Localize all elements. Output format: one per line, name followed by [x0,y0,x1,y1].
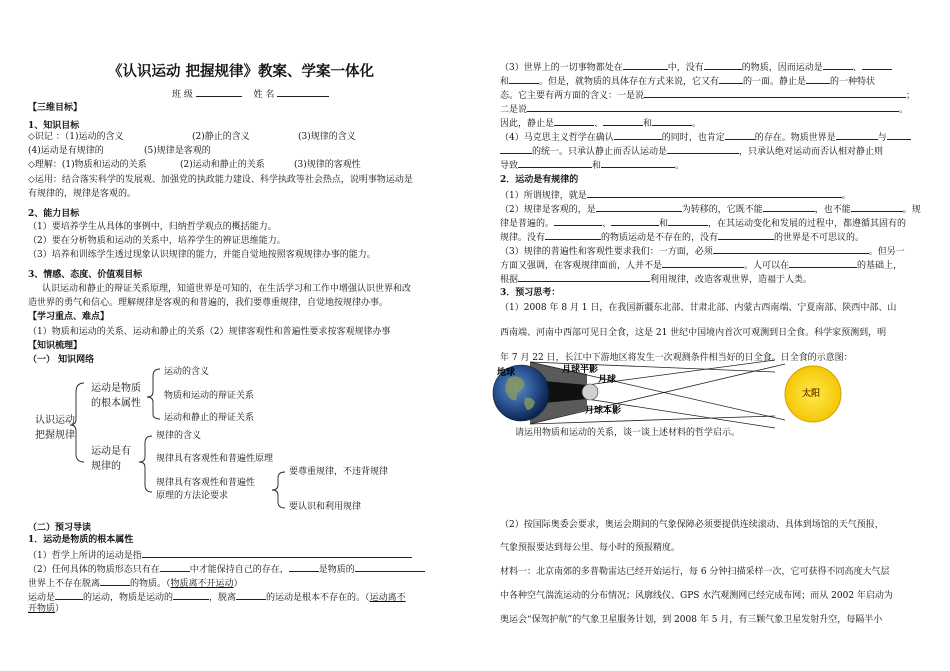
brace-c [272,472,285,508]
brace-a [147,369,160,419]
section-combing: 【知识梳理】 [28,341,83,351]
q1-line2: 西南端、河南中西部可见日全食，这是 21 世纪中国境内首次可观测到日全食。科学家预测到，明 [500,328,887,338]
label-moon-penumbra: 月球半影 [562,365,599,375]
preview-q4-blank-2[interactable] [173,591,209,600]
r-g2-text-b: 为转移的，它既不能 [681,205,763,215]
preview-q3-underlined: 物质离不开运动 [170,579,234,589]
name-label: 姓 名 [253,90,275,100]
net-branch-b-1: 运动是有 [91,446,131,457]
preview-q4-underlined: 运动离不 [369,593,406,603]
r-q3-text-p: 。 [692,119,702,129]
page-title: 《认识运动 把握规律》教案、学案一体化 [108,63,375,80]
q1-prompt: 请运用物质和运动的关系，谈一谈上述材料的哲学启示。 [515,428,741,438]
moon-icon [582,384,598,400]
preview-q3-text-a: 世界上不存在脱离 [28,579,101,589]
r-q4-text-d: 与 [877,133,887,143]
material-line1: 材料一：北京南郊的多普勒雷达已经开始运行，每 6 分钟扫描采样一次，它可获得不同高度大气层 [500,567,890,577]
r-g2-text-a: （2）规律是客观的，是 [500,205,596,215]
heading-network: （一） 知识网络 [28,355,95,365]
r-g2-text-f: 、 [602,219,612,229]
r-q3-text-h: 的一种特状 [830,77,876,87]
brace-b [139,436,152,492]
q1-line1: （1）2008 年 8 月 1 日，在我国新疆东北部、甘肃北部、内蒙古西南端、宁夏南部、陕西中部、山 [500,303,897,313]
heading-regular: 2．运动是有规律的 [500,175,579,185]
class-label: 班 级 [172,90,193,100]
r-q4-text-f: ，只承认绝对运动而否认相对静止则 [739,147,884,157]
preview-q2 [28,563,425,576]
heading-knowledge: 1、知识目标 [28,121,80,131]
knowledge-apply-2: 有规律的，规律是客观的。 [28,189,137,199]
emotion-1: 认识运动和静止的辩证关系原理，知道世界是可知的，在生活学习和工作中增强认识世界和改 [42,284,412,294]
preview-q2-blank-3[interactable] [355,563,425,572]
preview-q1-blank[interactable] [142,549,412,558]
ability-3: （3）培养和训练学生透过现象认识规律的能力，并能自觉地按照客观规律办事的能力。 [28,250,376,260]
knowledge-apply: ◇运用：结合落实科学的发展观、加强党的执政能力建设、科学执政等社会热点，说明事物运动是 [28,175,413,185]
r-g3-text-d: 。人可以在 [744,261,790,271]
preview-q4-text-c: ，脱离 [209,593,237,603]
r-q3-text-e: 和 [500,77,510,87]
r-g1-end: 。 [841,191,851,201]
section-key-points: 【学习重点、难点】 [28,312,110,322]
r-q3-text-m: 因此，静止是 [500,119,555,129]
r-g2-text-d: 。规 [902,205,921,215]
r-g2-text-k: 的世界是不可思议的。 [774,233,865,243]
r-q3-text-l: 。 [899,105,909,115]
r-q3-text-j: ； [906,91,916,101]
r-q4-text-g: 导致 [500,161,519,171]
knowledge-memorize-2: (2)静止的含义 [192,132,250,142]
r-g2-text-h: ，在其运动变化和发展的过程中，都遵循其固有的 [708,219,907,229]
r-q3-text-o: 和 [643,119,653,129]
ability-2: （2）要在分析物质和运动的关系中，培养学生的辨证思维能力。 [28,236,286,246]
r-q3-text-k: 二是说 [500,105,528,115]
net-root-1: 认识运动 [35,415,75,426]
r-q3-text-b: 中，没有 [667,63,704,73]
label-earth: 地球 [497,368,516,378]
heading-emotion: 3、情感、态度、价值观目标 [28,270,143,280]
preview-q3-text-b: 的物质。（ [130,579,171,589]
knowledge-memorize-5: (5)规律是客观的 [144,146,211,156]
knowledge-understand-3: (3)规律的客观性 [294,160,361,170]
preview-q2-text-c: 是物质的 [318,565,355,575]
preview-q4-text-b: 的运动，物质是运动的 [83,593,174,603]
r-g2-text-j: 的物质运动是不存在的，没有 [601,233,719,243]
net-a-item-1: 运动的含义 [164,367,210,377]
q1-line3: 年 7 月 22 日，长江中下游地区将发生一次观测条件相当好的日全食。日全食的示意图： [500,353,853,363]
preview-q4-underlined-2: 开物质 [28,604,56,614]
preview-q4-text-a: 运动是 [28,593,56,603]
label-sun: 太阳 [802,389,821,399]
net-b-item-2: 规律具有客观性和普遍性原理 [156,454,274,464]
net-branch-b-2: 规律的 [91,461,121,472]
preview-q2-blank-2[interactable] [289,563,319,572]
preview-q4-blank-3[interactable] [236,591,266,600]
r-q4-text-e: 的统一。只承认静止而否认运动是 [532,147,668,157]
r-q4-text-c: 的存在。物质世界是 [754,133,836,143]
r-g2-text-g: 和 [659,219,669,229]
r-g3-text-b: 。但另一 [868,247,905,257]
net-root-2: 把握规律 [35,430,75,441]
emotion-2: 造世界的勇气和信心。理解规律是客观的和普遍的，我们要尊重规律，自觉地按规律办事。 [28,298,389,308]
right-page [475,0,950,671]
q2-line2: 气象预报要达到每公里、每小时的预报精度。 [500,543,681,553]
preview-q1-text: （1）哲学上所讲的运动是指 [28,551,142,561]
preview-q3-text-d: ） [233,579,243,589]
preview-q4-blank-1[interactable] [55,591,83,600]
net-b-item-3a: 规律具有客观性和普遍性 [156,478,256,488]
net-b-item-1: 规律的含义 [156,431,202,441]
preview-q3 [28,577,243,590]
preview-q3-blank[interactable] [100,577,130,586]
r-q3-text-a: （3）世界上的一切事物都处在 [500,63,623,73]
label-moon-umbra: 月球本影 [585,406,622,416]
net-a-item-2: 物质和运动的辩证关系 [164,391,255,401]
r-q4-text-a: （4）马克思主义哲学在确认 [500,133,614,143]
r-g3-text-g: 利用规律，改造客观世界，造福于人类。 [650,275,813,285]
r-g2-text-c: ，也不能 [814,205,851,215]
knowledge-memorize: ◇识记 ：（1)运动的含义 [28,132,124,142]
heading-preview: （二）预习导读 [28,523,92,533]
key-points-text: （1）物质和运动的关系、运动和静止的关系（2）规律客观性和普遍性要求按客观规律办事 [28,327,391,337]
r-g2-text-e: 律是普遍的。 [500,219,555,229]
heading-ability: 2、能力目标 [28,209,80,219]
r-q3-text-c: 的物质，因而运动是 [741,63,823,73]
r-g2-text-i: 规律。没有 [500,233,546,243]
preview-q1 [28,549,412,562]
material-line2: 中各种空气湍流运动的分布情况；风廓线仪、GPS 水汽观测网已经完成布网；而从 2002 年启动为 [500,591,893,601]
preview-q2-text-a: （2）任何具体的物质形态只有在 [28,565,160,575]
heading-preview-1: 1．运动是物质的根本属性 [28,535,134,545]
net-c-item-2: 要认识和利用规律 [289,502,362,512]
net-branch-a-2: 的根本属性 [91,398,141,409]
r-g3-text-f: 根据 [500,275,519,285]
r-q3-text-i: 态。它主要有两方面的含义：一是说 [500,91,645,101]
r-q4-text-h: 和 [592,161,602,171]
net-c-item-1: 要尊重规律，不违背规律 [289,467,389,477]
r-q3-text-n: 、 [594,119,604,129]
r-q3-text-d: 、 [852,63,862,73]
knowledge-memorize-3: (3)规律的含义 [298,132,356,142]
knowledge-understand-2: (2)运动和静止的关系 [180,160,265,170]
r-q3-text-f: 。但是，就物质的具体存在方式来说，它又有 [539,77,720,87]
r-q4-text-i: 。 [675,161,685,171]
material-line3: 奥运会“保驾护航”的气象卫星服务计划，到 2008 年 5 月，有三颗气象卫星发射升空，每隔半小 [500,615,883,625]
r-g3-text-e: 的基础上， [857,261,903,271]
knowledge-understand: ◇理解：(1)物质和运动的关系 [28,160,147,170]
q2-line1: （2）按国际奥委会要求，奥运会期间的气象保障必须要提供连续滚动、具体到场馆的天气预报， [500,520,884,530]
section-goals: 【三维目标】 [28,103,83,113]
r-g3-text-c: 方面又强调，在客观规律面前，人并不是 [500,261,663,271]
r-q4-text-b: 的同时，也肯定 [661,133,725,143]
ability-1: （1）要培养学生从具体的事例中，归纳哲学观点的概括能力。 [28,222,277,232]
preview-q4-close: ） [55,604,65,614]
preview-q4-cont [28,604,64,615]
net-branch-a-1: 运动是物质 [91,383,141,394]
net-b-item-3b: 原理的方法论要求 [156,491,229,501]
knowledge-memorize-4: (4)运动是有规律的 [28,146,104,156]
preview-q2-text-b: 中才能保持自己的存在， [189,565,289,575]
preview-q4 [28,591,406,604]
preview-q4-text-d: 的运动是根本不存在的。（ [266,593,370,603]
heading-preview-think: 3．预习思考： [500,288,561,298]
r-q3-text-g: 的一面。静止是 [743,77,807,87]
r-g1-text: （1）所谓规律，就是 [500,191,587,201]
label-moon: 月球 [598,375,617,385]
r-g3-text-a: （3）规律的普遍性和客观性要求我们：一方面，必须 [500,247,713,257]
preview-q2-blank-1[interactable] [160,563,190,572]
net-a-item-3: 运动和静止的辩证关系 [164,413,255,423]
